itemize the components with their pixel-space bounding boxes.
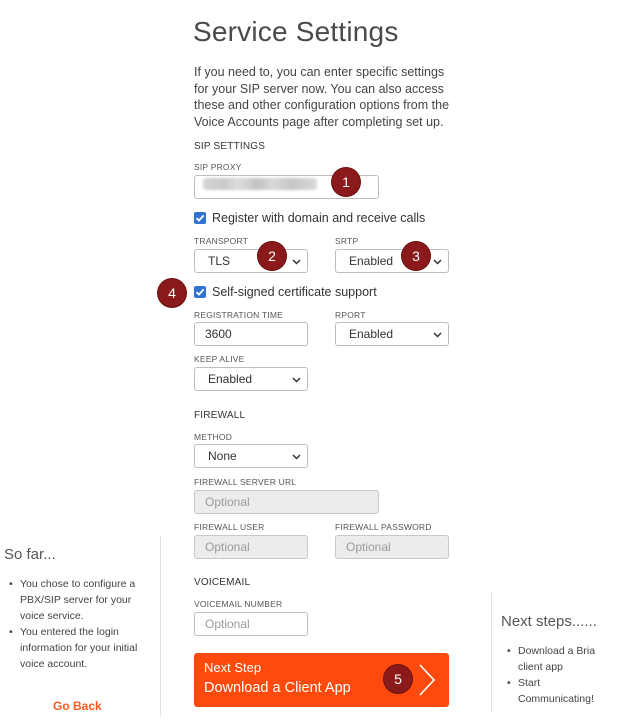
- list-item: • You chose to configure a PBX/SIP server for your voice service.: [6, 576, 156, 624]
- firewall-server-url-input[interactable]: Optional: [194, 490, 379, 514]
- left-divider: [160, 536, 161, 716]
- chevron-down-icon: [292, 375, 301, 384]
- firewall-user-label: FIREWALL USER: [194, 522, 265, 532]
- chevron-down-icon: [433, 330, 442, 339]
- chevron-down-icon: [292, 257, 301, 266]
- srtp-select[interactable]: [335, 249, 449, 273]
- rport-value: Enabled: [349, 327, 394, 341]
- chevron-down-icon: [433, 257, 442, 266]
- method-value: None: [208, 449, 237, 463]
- firewall-password-input[interactable]: Optional: [335, 535, 449, 559]
- self-signed-checkbox[interactable]: [194, 286, 206, 298]
- method-label: METHOD: [194, 432, 233, 442]
- voicemail-heading: VOICEMAIL: [194, 577, 251, 588]
- firewall-password-label: FIREWALL PASSWORD: [335, 522, 432, 532]
- chevron-down-icon: [292, 452, 301, 461]
- transport-label: TRANSPORT: [194, 236, 249, 246]
- keep-alive-label: KEEP ALIVE: [194, 354, 245, 364]
- sip-proxy-label: SIP PROXY: [194, 162, 242, 172]
- right-divider: [491, 593, 492, 713]
- keep-alive-value: Enabled: [208, 372, 253, 386]
- chevron-right-icon: [417, 663, 437, 697]
- registration-time-input[interactable]: 3600: [194, 322, 308, 346]
- download-client-app-label: Download a Client App: [204, 680, 351, 696]
- so-far-list: [6, 576, 156, 672]
- next-step-label: Next Step: [204, 660, 262, 675]
- callout-badge-5: 5: [384, 665, 412, 693]
- sip-proxy-redacted-value: [203, 178, 317, 190]
- intro-text: If you need to, you can enter specific settings for your SIP server now. You can also access these and other configuration options from the Voice Accounts page after completing set up.: [194, 65, 450, 129]
- srtp-label: SRTP: [335, 236, 359, 246]
- voicemail-number-label: VOICEMAIL NUMBER: [194, 599, 283, 609]
- voicemail-number-input[interactable]: Optional: [194, 612, 308, 636]
- rport-select[interactable]: [335, 322, 449, 346]
- keep-alive-select[interactable]: [194, 367, 308, 391]
- sip-settings-heading: SIP SETTINGS: [194, 141, 266, 152]
- go-back-link[interactable]: Go Back: [53, 699, 102, 713]
- page-title: Service Settings: [193, 16, 399, 47]
- next-steps-list: [504, 643, 616, 707]
- list-item: • Start Communicating!: [504, 675, 616, 707]
- next-steps-heading: Next steps......: [501, 613, 597, 630]
- method-select[interactable]: [194, 444, 308, 468]
- register-checkbox[interactable]: [194, 212, 206, 224]
- list-item: • You entered the login information for your initial voice account.: [6, 624, 156, 672]
- self-signed-label: Self-signed certificate support: [212, 285, 377, 299]
- callout-badge-2: 2: [258, 242, 286, 270]
- register-label: Register with domain and receive calls: [212, 211, 426, 225]
- firewall-user-input[interactable]: Optional: [194, 535, 308, 559]
- transport-select[interactable]: [194, 249, 308, 273]
- callout-badge-4: 4: [158, 279, 186, 307]
- rport-label: RPORT: [335, 310, 366, 320]
- callout-badge-3: 3: [402, 242, 430, 270]
- so-far-heading: So far...: [4, 546, 56, 563]
- srtp-value: Enabled: [349, 254, 394, 268]
- registration-time-label: REGISTRATION TIME: [194, 310, 284, 320]
- transport-value: TLS: [208, 254, 231, 268]
- list-item: • Download a Bria client app: [504, 643, 616, 675]
- firewall-server-url-label: FIREWALL SERVER URL: [194, 477, 297, 487]
- callout-badge-1: 1: [332, 168, 360, 196]
- firewall-heading: FIREWALL: [194, 410, 246, 421]
